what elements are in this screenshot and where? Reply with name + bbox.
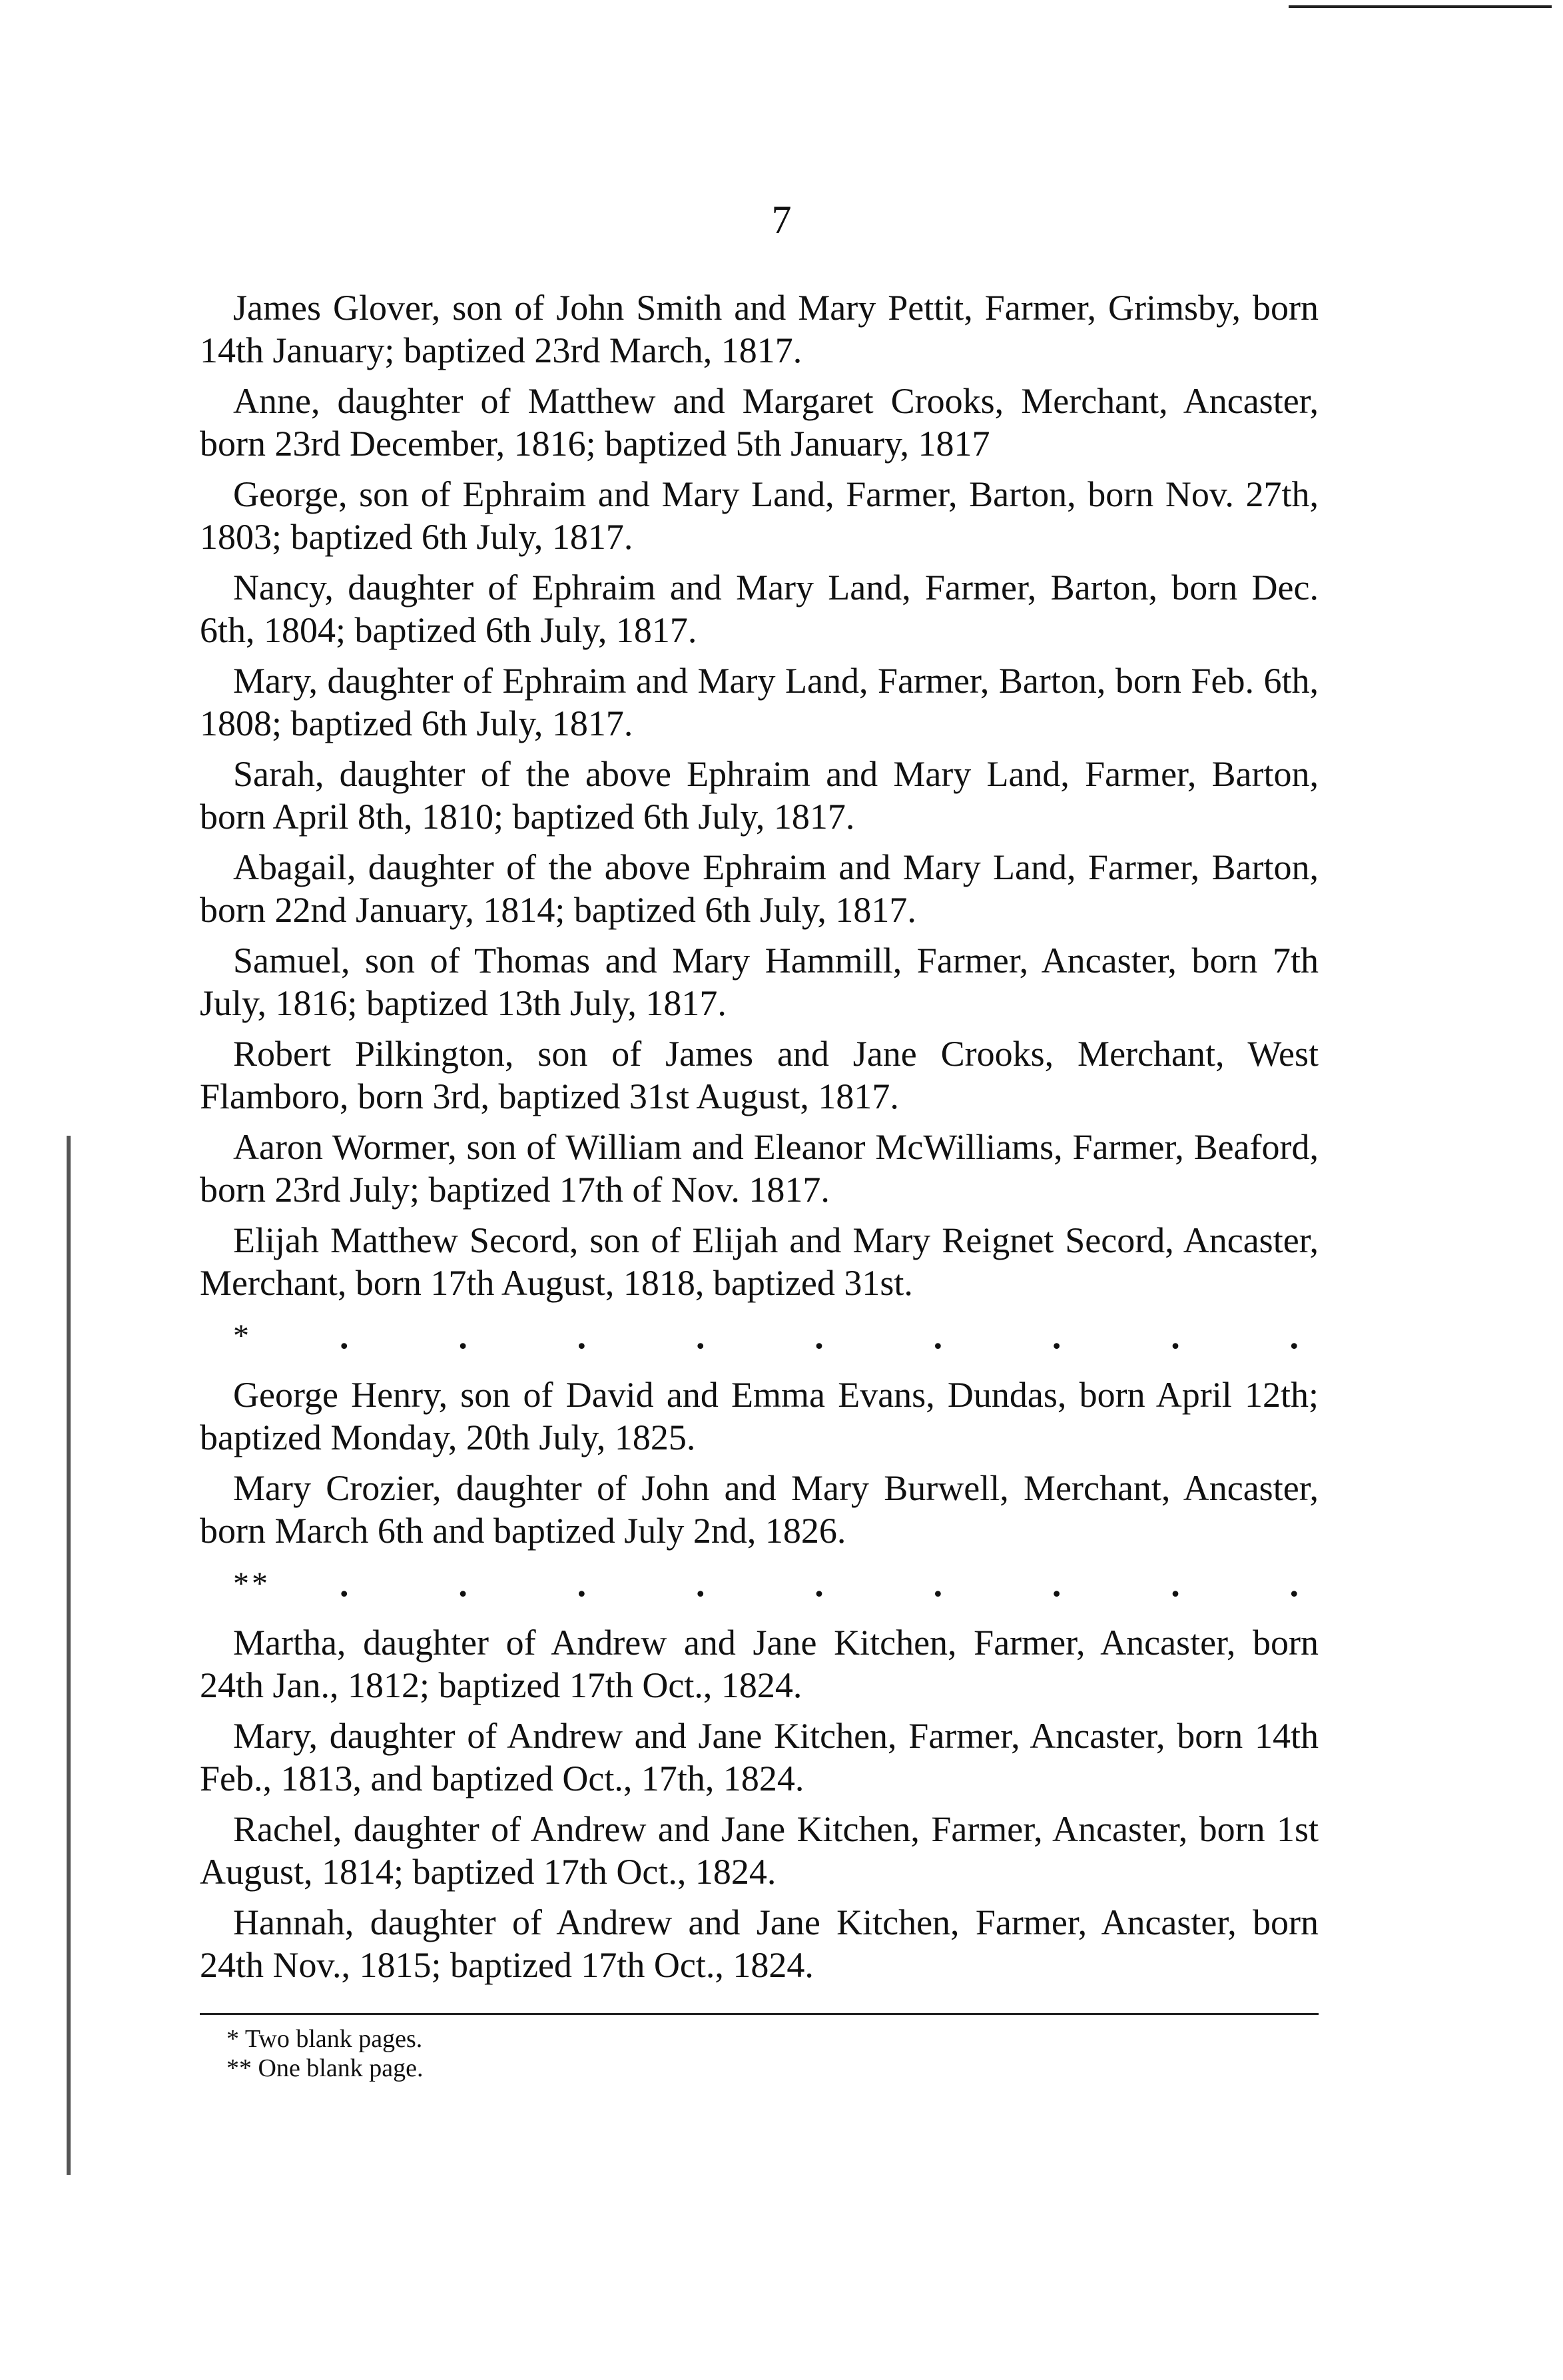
dot: . [458, 1564, 468, 1604]
baptism-entry: Mary, daughter of Andrew and Jane Kitchen, Farmer, Ancaster, born 14th Feb., 1813, and baptized Oct., 17th, 1824. [200, 1716, 1319, 1798]
baptism-entry: Hannah, daughter of Andrew and Jane Kitchen, Farmer, Ancaster, born 24th Nov., 1815; baptized 17th Oct., 1824. [200, 1902, 1319, 1985]
ellipsis-dots [340, 1315, 1299, 1358]
footnotes [200, 2024, 1319, 2083]
footnote-marker: * [233, 1318, 252, 1354]
page-number: 7 [771, 198, 792, 242]
baptism-entry: Mary, daughter of Ephraim and Mary Land, Farmer, Barton, born Feb. 6th, 1808; baptized 6th July, 1817. [200, 661, 1319, 743]
dot: . [1289, 1564, 1299, 1604]
dot: . [1052, 1316, 1062, 1356]
omission-separator [200, 1312, 1319, 1366]
ellipsis-dots [340, 1563, 1299, 1605]
dot: . [1171, 1564, 1180, 1604]
footnote: * Two blank pages. [226, 2025, 423, 2053]
baptism-entry: Martha, daughter of Andrew and Jane Kitchen, Farmer, Ancaster, born 24th Jan., 1812; baptized 17th Oct., 1824. [200, 1623, 1319, 1705]
dot: . [695, 1564, 705, 1604]
baptism-entry: Aaron Wormer, son of William and Eleanor McWilliams, Farmer, Beaford, born 23rd July; baptized 17th of Nov. 1817. [200, 1127, 1319, 1210]
dot: . [933, 1316, 943, 1356]
dot: . [577, 1316, 587, 1356]
dot: . [814, 1564, 824, 1604]
baptism-entry: George Henry, son of David and Emma Evans, Dundas, born April 12th; baptized Monday, 20th July, 1825. [200, 1375, 1319, 1457]
binding-edge-mark [67, 1136, 71, 2175]
baptism-entry: Elijah Matthew Secord, son of Elijah and Mary Reignet Secord, Ancaster, Merchant, born 17th August, 1818, baptized 31st. [200, 1220, 1319, 1303]
dot: . [340, 1564, 349, 1604]
footnote-marker: ** [233, 1566, 270, 1601]
baptism-entry: Nancy, daughter of Ephraim and Mary Land, Farmer, Barton, born Dec. 6th, 1804; baptized 6th July, 1817. [200, 568, 1319, 650]
dot: . [340, 1316, 349, 1356]
footnote-divider [200, 2013, 1319, 2015]
baptism-entry: Samuel, son of Thomas and Mary Hammill, Farmer, Ancaster, born 7th July, 1816; baptized 13th July, 1817. [200, 941, 1319, 1023]
dot: . [695, 1316, 705, 1356]
top-edge-rule [1289, 5, 1552, 8]
baptism-entry: Robert Pilkington, son of James and Jane Crooks, Merchant, West Flamboro, born 3rd, baptized 31st August, 1817. [200, 1034, 1319, 1116]
omission-separator [200, 1560, 1319, 1613]
dot: . [1171, 1316, 1180, 1356]
register-entries [200, 286, 1319, 2083]
dot: . [1052, 1564, 1062, 1604]
dot: . [577, 1564, 587, 1604]
baptism-entry: Rachel, daughter of Andrew and Jane Kitchen, Farmer, Ancaster, born 1st August, 1814; baptized 17th Oct., 1824. [200, 1809, 1319, 1892]
dot: . [458, 1316, 468, 1356]
baptism-entry: James Glover, son of John Smith and Mary Pettit, Farmer, Grimsby, born 14th January; baptized 23rd March, 1817. [200, 288, 1319, 370]
dot: . [933, 1564, 943, 1604]
baptism-entry: Mary Crozier, daughter of John and Mary Burwell, Merchant, Ancaster, born March 6th and baptized July 2nd, 1826. [200, 1468, 1319, 1551]
baptism-entry: Anne, daughter of Matthew and Margaret Crooks, Merchant, Ancaster, born 23rd December, 1816; baptized 5th January, 1817 [200, 381, 1319, 464]
dot: . [814, 1316, 824, 1356]
baptism-entry: Abagail, daughter of the above Ephraim and Mary Land, Farmer, Barton, born 22nd January, 1814; baptized 6th July, 1817. [200, 847, 1319, 930]
dot: . [1289, 1316, 1299, 1356]
footnote: ** One blank page. [226, 2054, 424, 2082]
baptism-entry: George, son of Ephraim and Mary Land, Farmer, Barton, born Nov. 27th, 1803; baptized 6th July, 1817. [200, 474, 1319, 557]
baptism-entry: Sarah, daughter of the above Ephraim and Mary Land, Farmer, Barton, born April 8th, 1810; baptized 6th July, 1817. [200, 754, 1319, 837]
